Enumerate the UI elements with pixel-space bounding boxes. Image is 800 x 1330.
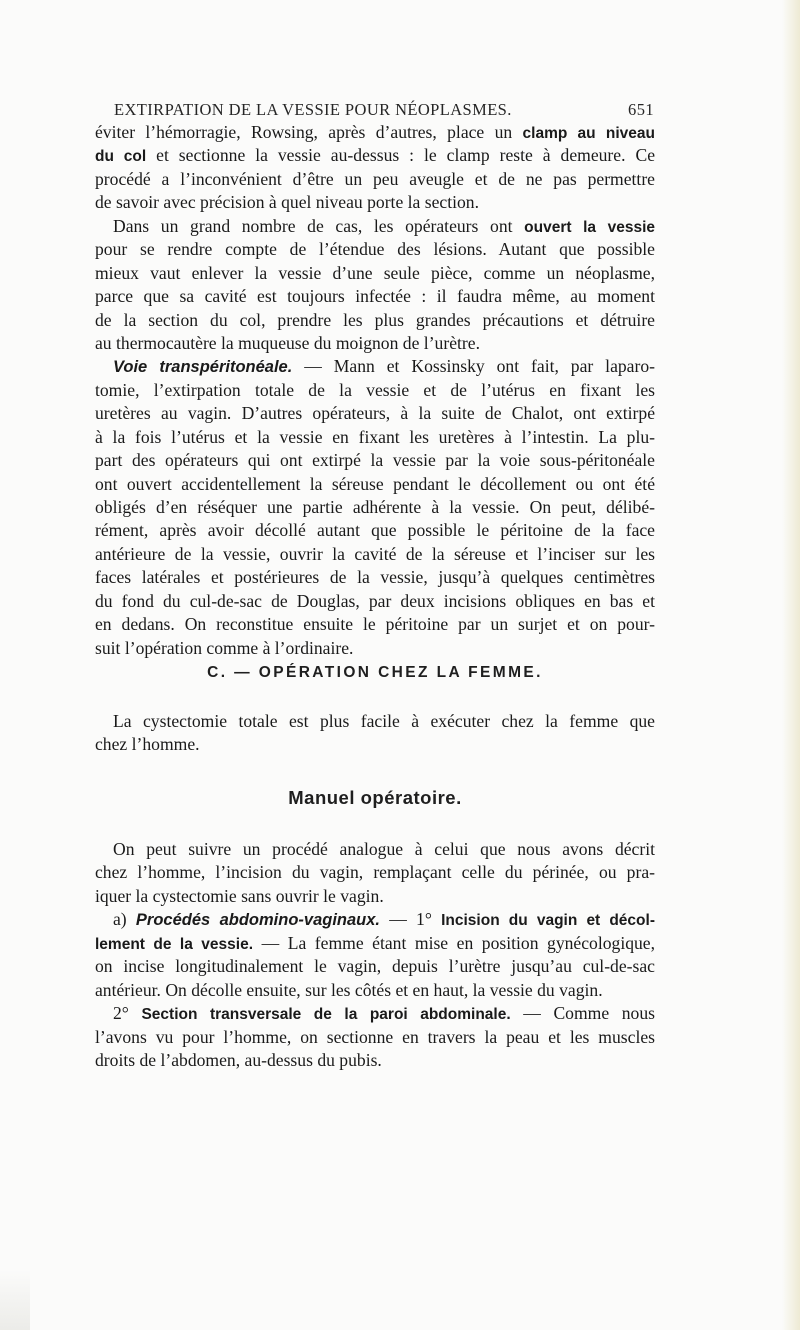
text-line: parce que sa cavité est toujours infectée : il faudra même, au moment [95,286,655,307]
page-corner-shadow [0,1270,30,1330]
text-line: l’avons vu pour l’homme, on sectionne en travers la peau et les muscles [95,1026,655,1047]
text-line: antérieure de la vessie, ouvrir la cavité de la séreuse et l’inciser sur les [95,543,655,564]
manuel-operatoire-heading: Manuel opératoire. [288,787,462,808]
text-line: procédé a l’inconvénient d’être un peu aveugle et de ne pas permettre [95,168,655,189]
text-line: On peut suivre un procédé analogue à celui que nous avons décrit [113,839,655,859]
text-line: Voie transpéritonéale. — Mann et Kossinsky ont fait, par laparo- [113,356,655,377]
text-line: iquer la cystectomie sans ouvrir le vagin. [95,885,384,906]
page-number: 651 [628,100,654,119]
text-line: de la section du col, prendre les plus grandes précautions et détruire [95,309,655,330]
text-line: on incise longitudinalement le vagin, depuis l’urètre jusqu’au cul-de-sac [95,956,655,977]
text-line: uretères au vagin. D’autres opérateurs, à la suite de Chalot, ont extirpé [95,403,655,424]
running-header-title: EXTIRPATION DE LA VESSIE POUR NÉOPLASMES. [114,100,512,119]
body-text [95,121,655,660]
text-line: de savoir avec précision à quel niveau porte la section. [95,192,479,213]
voie-transperitoneale-heading: Voie transpéritonéale. [113,358,293,377]
text-line: antérieur. On décolle ensuite, sur les côtés et en haut, la vessie du vagin. [95,979,603,1000]
text-line: part des opérateurs qui ont extirpé la vessie par la voie sous-péritonéale [95,450,655,471]
manuel-paragraph [95,838,655,1072]
text-line: 2° Section transversale de la paroi abdominale. — Comme nous [113,1003,655,1024]
procedes-heading: Procédés abdomino-vaginaux. [135,911,381,930]
text-line: tomie, l’extirpation totale de la vessie et de l’utérus en fixant les [95,379,655,400]
running-header [114,100,654,122]
page-edge-stain [782,0,800,1330]
text-line: suit l’opération comme à l’ordinaire. [95,637,354,658]
text-line: La cystectomie totale est plus facile à exécuter chez la femme que [113,711,655,731]
section-c-heading: C. — OPÉRATION CHEZ LA FEMME. [207,664,543,681]
text-line: pour se rendre compte de l’étendue des lésions. Autant que possible [95,239,655,260]
text-line: faces latérales et postérieures de la vessie, jusqu’à quelques centimètres [95,567,655,588]
text-line: chez l’homme, l’incision du vagin, remplaçant celle du périnée, ou pra- [95,862,655,883]
text-line: éviter l’hémorragie, Rowsing, après d’autres, place un clamp au niveau [95,122,655,142]
text-line: ont ouvert accidentellement la séreuse pendant le décollement ou ont été [95,473,655,494]
text-line: chez l’homme. [95,734,200,755]
text-line: au thermocautère la muqueuse du moignon de l’urètre. [95,332,480,353]
text-line: droits de l’abdomen, au-dessus du pubis. [95,1049,382,1070]
text-line: obligés d’en réséquer une partie adhérente à la vessie. On peut, délibé- [95,497,655,517]
text-line: à la fois l’utérus et la vessie en fixant les uretères à l’intestin. La plu- [95,426,655,447]
text-line: rément, après avoir décollé autant que possible le péritoine de la face [95,520,655,541]
text-line: a) Procédés abdomino-vaginaux. — 1° Incision du vagin et décol- [113,909,655,930]
text-line: mieux vaut enlever la vessie d’une seule pièce, comme un néoplasme, [95,262,655,283]
text-line: du col et sectionne la vessie au-dessus : le clamp reste à demeure. Ce [95,145,655,166]
text-line: lement de la vessie. — La femme étant mise en position gynécologique, [95,932,655,953]
text-line: du fond du cul-de-sac de Douglas, par deux incisions obliques en bas et [95,590,655,611]
text-line: en dedans. On reconstitue ensuite le péritoine par un surjet et on pour- [95,614,655,635]
section-c-paragraph [95,710,655,757]
text-line: Dans un grand nombre de cas, les opérateurs ont ouvert la vessie [113,215,655,236]
